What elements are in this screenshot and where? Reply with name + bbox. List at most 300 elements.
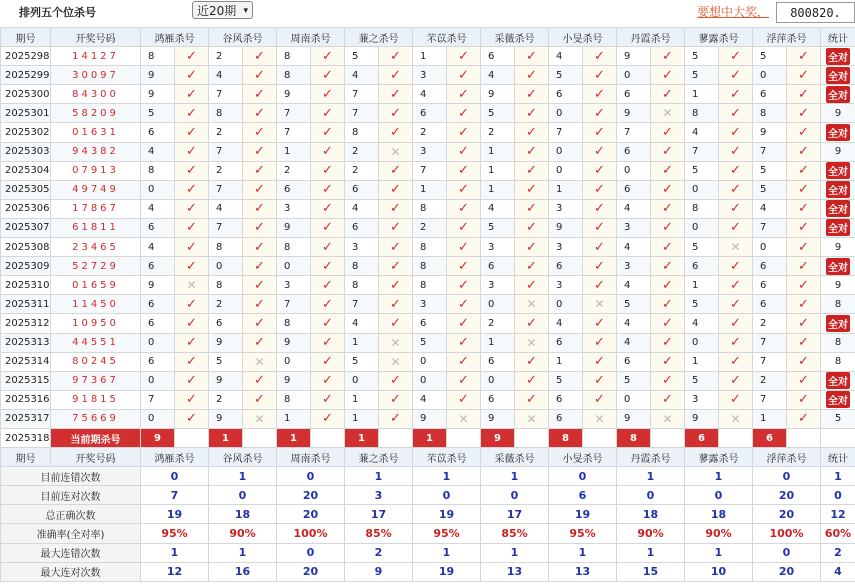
stats-value: 19 — [413, 505, 481, 524]
result-mark-cell — [379, 276, 413, 295]
top-bar — [0, 0, 855, 27]
footer-header-col-11: 浮萍杀号 — [753, 448, 821, 467]
kill-number-cell: 3 — [413, 142, 447, 161]
result-mark-cell — [379, 142, 413, 161]
stats-value: 1 — [821, 467, 855, 486]
check-icon: ✓ — [322, 239, 333, 255]
result-mark-cell — [651, 104, 685, 123]
kill-number-cell: 5 — [345, 352, 379, 371]
result-mark-cell — [651, 314, 685, 333]
check-icon: ✓ — [798, 239, 809, 255]
check-icon: ✓ — [526, 354, 537, 370]
result-mark-cell — [175, 295, 209, 314]
correct-count: 8 — [834, 356, 842, 368]
kill-number-cell: 1 — [549, 180, 583, 199]
check-icon: ✓ — [458, 258, 469, 274]
check-icon: ✓ — [798, 48, 809, 64]
result-mark-cell — [651, 371, 685, 390]
kill-number-cell: 6 — [345, 180, 379, 199]
period-range-select[interactable] — [192, 1, 253, 19]
check-icon: ✓ — [390, 220, 401, 236]
check-icon: ✓ — [458, 182, 469, 198]
result-mark-cell — [447, 333, 481, 352]
kill-number-cell: 5 — [685, 371, 719, 390]
result-mark-cell — [379, 352, 413, 371]
kill-number-cell: 3 — [413, 66, 447, 85]
kill-number-cell: 2 — [753, 371, 787, 390]
empty-cell — [515, 428, 549, 447]
check-icon: ✓ — [254, 277, 265, 293]
result-mark-cell — [651, 295, 685, 314]
check-icon: ✓ — [254, 258, 265, 274]
kill-number-cell: 6 — [209, 314, 243, 333]
row-summary-cell — [821, 199, 855, 218]
result-mark-cell — [243, 409, 277, 428]
stats-value: 13 — [481, 562, 549, 581]
check-icon: ✓ — [526, 220, 537, 236]
result-mark-cell — [719, 161, 753, 180]
result-mark-cell — [311, 180, 345, 199]
kill-number-cell: 0 — [141, 333, 175, 352]
stats-value: 0 — [141, 467, 209, 486]
check-icon: ✓ — [390, 296, 401, 312]
result-mark-cell — [583, 295, 617, 314]
kill-number-cell: 3 — [685, 390, 719, 409]
table-row — [1, 257, 855, 276]
table-row — [1, 238, 855, 257]
stats-value: 0 — [753, 543, 821, 562]
result-mark-cell — [583, 180, 617, 199]
result-mark-cell — [447, 257, 481, 276]
kill-number-cell: 4 — [685, 123, 719, 142]
kill-number-cell: 6 — [481, 257, 515, 276]
kill-number-cell: 2 — [413, 218, 447, 237]
stats-value: 15 — [617, 562, 685, 581]
check-icon: ✓ — [730, 373, 741, 389]
kill-number-cell: 8 — [753, 104, 787, 123]
stats-value: 20 — [753, 562, 821, 581]
kill-number-cell: 9 — [617, 104, 651, 123]
result-mark-cell — [787, 295, 821, 314]
row-summary-cell — [821, 390, 855, 409]
stats-value: 1 — [685, 467, 753, 486]
kill-number-cell: 5 — [413, 333, 447, 352]
stats-value: 3 — [345, 486, 413, 505]
kill-number-cell: 9 — [209, 371, 243, 390]
current-kill-label: 当前期杀号 — [51, 428, 141, 447]
check-icon: ✓ — [322, 125, 333, 141]
kill-number-cell: 1 — [345, 333, 379, 352]
check-icon: ✓ — [322, 220, 333, 236]
stats-row — [1, 486, 855, 505]
result-mark-cell — [243, 276, 277, 295]
kill-number-cell: 4 — [345, 314, 379, 333]
kill-number-cell: 9 — [685, 409, 719, 428]
cross-icon: ✕ — [526, 411, 537, 426]
check-icon: ✓ — [730, 277, 741, 293]
check-icon: ✓ — [662, 86, 673, 102]
check-icon: ✓ — [322, 48, 333, 64]
table-row — [1, 276, 855, 295]
footer-header-col-10: 蓼露杀号 — [685, 448, 753, 467]
check-icon: ✓ — [526, 105, 537, 121]
stats-value: 7 — [141, 486, 209, 505]
result-mark-cell — [175, 352, 209, 371]
check-icon: ✓ — [594, 182, 605, 198]
kill-number-cell: 4 — [413, 390, 447, 409]
result-mark-cell — [515, 47, 549, 66]
check-icon: ✓ — [458, 220, 469, 236]
check-icon: ✓ — [662, 239, 673, 255]
stats-value: 13 — [549, 562, 617, 581]
result-mark-cell — [311, 104, 345, 123]
check-icon: ✓ — [662, 182, 673, 198]
kill-number-cell: 7 — [277, 295, 311, 314]
kill-number-cell: 8 — [345, 123, 379, 142]
kill-number-cell: 6 — [481, 47, 515, 66]
check-icon: ✓ — [254, 182, 265, 198]
check-icon: ✓ — [730, 182, 741, 198]
stats-row — [1, 505, 855, 524]
kill-number-cell: 6 — [617, 85, 651, 104]
stats-value: 2 — [821, 543, 855, 562]
result-mark-cell — [787, 199, 821, 218]
result-mark-cell — [583, 352, 617, 371]
kill-number-cell: 2 — [753, 314, 787, 333]
result-mark-cell — [719, 371, 753, 390]
check-icon: ✓ — [458, 239, 469, 255]
kill-number-cell: 7 — [209, 218, 243, 237]
stats-row — [1, 562, 855, 581]
result-mark-cell — [175, 104, 209, 123]
period-cell: 2025304 — [1, 161, 51, 180]
check-icon: ✓ — [390, 373, 401, 389]
result-mark-cell — [515, 314, 549, 333]
result-mark-cell — [243, 180, 277, 199]
result-mark-cell — [379, 66, 413, 85]
result-mark-cell — [311, 314, 345, 333]
result-mark-cell — [787, 314, 821, 333]
stats-value: 0 — [617, 486, 685, 505]
check-icon: ✓ — [526, 48, 537, 64]
page-title: 排列五个位杀号 — [19, 6, 96, 19]
result-mark-cell — [379, 123, 413, 142]
result-mark-cell — [515, 218, 549, 237]
result-mark-cell — [311, 409, 345, 428]
result-mark-cell — [651, 180, 685, 199]
header-col-1: 开奖号码 — [51, 28, 141, 47]
check-icon: ✓ — [390, 163, 401, 179]
stats-value: 60% — [821, 524, 855, 543]
check-icon: ✓ — [322, 392, 333, 408]
result-mark-cell — [447, 218, 481, 237]
kill-number-cell: 6 — [685, 257, 719, 276]
result-mark-cell — [447, 295, 481, 314]
stats-value: 17 — [345, 505, 413, 524]
kill-number-cell: 0 — [413, 352, 447, 371]
row-summary-cell — [821, 161, 855, 180]
result-mark-cell — [311, 390, 345, 409]
cross-icon: ✕ — [526, 335, 537, 350]
correct-count: 8 — [834, 337, 842, 349]
result-mark-cell — [651, 142, 685, 161]
kill-number-cell: 9 — [481, 409, 515, 428]
result-mark-cell — [787, 85, 821, 104]
kill-number-cell: 0 — [685, 180, 719, 199]
kill-number-cell: 6 — [141, 352, 175, 371]
correct-count: 9 — [834, 279, 842, 291]
kill-number-cell: 1 — [753, 409, 787, 428]
table-row — [1, 123, 855, 142]
result-mark-cell — [175, 199, 209, 218]
result-mark-cell — [583, 257, 617, 276]
check-icon: ✓ — [798, 86, 809, 102]
result-mark-cell — [787, 257, 821, 276]
check-icon: ✓ — [798, 335, 809, 351]
period-cell: 2025307 — [1, 218, 51, 237]
check-icon: ✓ — [458, 48, 469, 64]
period-cell: 2025310 — [1, 276, 51, 295]
kill-number-cell: 7 — [753, 142, 787, 161]
kill-number-cell: 9 — [277, 371, 311, 390]
result-mark-cell — [311, 161, 345, 180]
row-summary-cell — [821, 123, 855, 142]
check-icon: ✓ — [730, 48, 741, 64]
check-icon: ✓ — [798, 277, 809, 293]
stats-value: 1 — [209, 543, 277, 562]
check-icon: ✓ — [458, 67, 469, 83]
result-mark-cell — [243, 295, 277, 314]
check-icon: ✓ — [662, 144, 673, 160]
check-icon: ✓ — [798, 296, 809, 312]
draw-number-cell: 44551 — [51, 333, 141, 352]
result-mark-cell — [311, 218, 345, 237]
result-mark-cell — [311, 85, 345, 104]
result-mark-cell — [719, 238, 753, 257]
kill-number-cell: 6 — [141, 218, 175, 237]
kill-number-cell: 0 — [685, 333, 719, 352]
check-icon: ✓ — [322, 354, 333, 370]
check-icon: ✓ — [798, 125, 809, 141]
check-icon: ✓ — [458, 163, 469, 179]
check-icon: ✓ — [730, 296, 741, 312]
kill-number-cell: 6 — [617, 142, 651, 161]
stats-value: 18 — [209, 505, 277, 524]
empty-cell — [651, 428, 685, 447]
result-mark-cell — [311, 199, 345, 218]
kill-number-cell: 7 — [141, 390, 175, 409]
kill-number-cell: 5 — [617, 295, 651, 314]
current-kill-number: 1 — [277, 428, 311, 447]
check-icon: ✓ — [730, 125, 741, 141]
correct-count: 8 — [834, 298, 842, 310]
check-icon: ✓ — [322, 105, 333, 121]
result-mark-cell — [719, 333, 753, 352]
kill-number-cell: 8 — [413, 276, 447, 295]
kill-number-cell: 7 — [277, 123, 311, 142]
result-mark-cell — [583, 218, 617, 237]
stats-label: 准确率(全对率) — [1, 524, 141, 543]
check-icon: ✓ — [798, 258, 809, 274]
draw-number-cell: 01659 — [51, 276, 141, 295]
row-summary-cell — [821, 218, 855, 237]
kill-number-cell: 0 — [413, 371, 447, 390]
result-mark-cell — [651, 85, 685, 104]
result-mark-cell — [175, 180, 209, 199]
all-correct-badge: 全对 — [826, 162, 850, 179]
kill-number-cell: 9 — [277, 333, 311, 352]
check-icon: ✓ — [594, 220, 605, 236]
stats-value: 100% — [277, 524, 345, 543]
check-icon: ✓ — [526, 86, 537, 102]
result-mark-cell — [311, 352, 345, 371]
kill-number-cell: 8 — [277, 47, 311, 66]
check-icon: ✓ — [254, 392, 265, 408]
stats-value: 95% — [413, 524, 481, 543]
check-icon: ✓ — [254, 201, 265, 217]
empty-cell — [175, 428, 209, 447]
kill-number-cell: 4 — [141, 238, 175, 257]
result-mark-cell — [311, 371, 345, 390]
check-icon: ✓ — [186, 67, 197, 83]
header-col-7: 采薇杀号 — [481, 28, 549, 47]
result-mark-cell — [515, 295, 549, 314]
result-mark-cell — [787, 238, 821, 257]
promo-link[interactable]: 要想中大奖， — [697, 5, 770, 19]
current-kill-number: 1 — [345, 428, 379, 447]
period-cell: 2025308 — [1, 238, 51, 257]
check-icon: ✓ — [186, 296, 197, 312]
check-icon: ✓ — [798, 411, 809, 427]
stats-value: 1 — [413, 467, 481, 486]
kill-number-cell: 2 — [413, 123, 447, 142]
stats-value: 1 — [481, 467, 549, 486]
kill-number-cell: 3 — [617, 257, 651, 276]
check-icon: ✓ — [254, 373, 265, 389]
result-mark-cell — [515, 257, 549, 276]
result-mark-cell — [583, 333, 617, 352]
current-period-row — [1, 428, 855, 447]
result-mark-cell — [379, 218, 413, 237]
check-icon: ✓ — [254, 163, 265, 179]
result-mark-cell — [719, 180, 753, 199]
stats-value: 1 — [617, 543, 685, 562]
result-mark-cell — [243, 333, 277, 352]
check-icon: ✓ — [526, 67, 537, 83]
table-row — [1, 85, 855, 104]
check-icon: ✓ — [594, 125, 605, 141]
check-icon: ✓ — [730, 392, 741, 408]
stats-value: 1 — [209, 467, 277, 486]
result-mark-cell — [719, 85, 753, 104]
result-mark-cell — [379, 47, 413, 66]
kill-number-cell: 1 — [481, 161, 515, 180]
kill-number-cell: 8 — [209, 104, 243, 123]
check-icon: ✓ — [322, 86, 333, 102]
result-mark-cell — [243, 352, 277, 371]
kill-number-cell: 6 — [481, 390, 515, 409]
header-col-3: 谷风杀号 — [209, 28, 277, 47]
kill-number-cell: 4 — [481, 66, 515, 85]
current-kill-number: 8 — [549, 428, 583, 447]
table-row — [1, 314, 855, 333]
check-icon: ✓ — [390, 182, 401, 198]
kill-number-cell: 9 — [753, 123, 787, 142]
period-cell: 2025317 — [1, 409, 51, 428]
check-icon: ✓ — [390, 411, 401, 427]
check-icon: ✓ — [186, 239, 197, 255]
kill-number-cell: 2 — [209, 390, 243, 409]
kill-number-cell: 7 — [617, 123, 651, 142]
footer-header-col-8: 小旻杀号 — [549, 448, 617, 467]
correct-count: 9 — [834, 146, 842, 158]
row-summary-cell — [821, 352, 855, 371]
correct-count: 9 — [834, 107, 842, 119]
cross-icon: ✕ — [390, 354, 401, 369]
result-mark-cell — [243, 161, 277, 180]
result-mark-cell — [583, 47, 617, 66]
check-icon: ✓ — [458, 277, 469, 293]
footer-header-col-5: 蒹之杀号 — [345, 448, 413, 467]
check-icon: ✓ — [594, 354, 605, 370]
check-icon: ✓ — [798, 163, 809, 179]
row-summary-cell — [821, 295, 855, 314]
correct-count: 9 — [834, 241, 842, 253]
check-icon: ✓ — [798, 201, 809, 217]
result-mark-cell — [651, 123, 685, 142]
result-mark-cell — [515, 123, 549, 142]
kill-number-cell: 0 — [617, 66, 651, 85]
footer-header-col-0: 期号 — [1, 448, 51, 467]
check-icon: ✓ — [662, 315, 673, 331]
check-icon: ✓ — [322, 335, 333, 351]
result-mark-cell — [243, 371, 277, 390]
correct-count: 5 — [834, 413, 842, 425]
draw-number-cell: 94382 — [51, 142, 141, 161]
kill-number-cell: 1 — [685, 85, 719, 104]
period-cell: 2025306 — [1, 199, 51, 218]
result-mark-cell — [311, 295, 345, 314]
kill-number-cell: 0 — [209, 257, 243, 276]
check-icon: ✓ — [594, 201, 605, 217]
cross-icon: ✕ — [254, 354, 265, 369]
kill-number-cell: 6 — [753, 295, 787, 314]
kill-number-cell: 7 — [753, 352, 787, 371]
table-row — [1, 295, 855, 314]
cross-icon: ✕ — [390, 335, 401, 350]
cross-icon: ✕ — [390, 144, 401, 159]
result-mark-cell — [651, 390, 685, 409]
kill-number-cell: 6 — [481, 352, 515, 371]
check-icon: ✓ — [458, 354, 469, 370]
check-icon: ✓ — [458, 86, 469, 102]
check-icon: ✓ — [594, 144, 605, 160]
result-mark-cell — [447, 352, 481, 371]
kill-number-cell: 7 — [277, 104, 311, 123]
check-icon: ✓ — [594, 239, 605, 255]
result-mark-cell — [651, 352, 685, 371]
result-mark-cell — [447, 180, 481, 199]
result-mark-cell — [243, 199, 277, 218]
result-mark-cell — [311, 276, 345, 295]
stats-value: 0 — [209, 486, 277, 505]
result-mark-cell — [719, 352, 753, 371]
check-icon: ✓ — [186, 86, 197, 102]
stats-label: 最大连对次数 — [1, 562, 141, 581]
check-icon: ✓ — [322, 67, 333, 83]
check-icon: ✓ — [458, 125, 469, 141]
table-row — [1, 409, 855, 428]
